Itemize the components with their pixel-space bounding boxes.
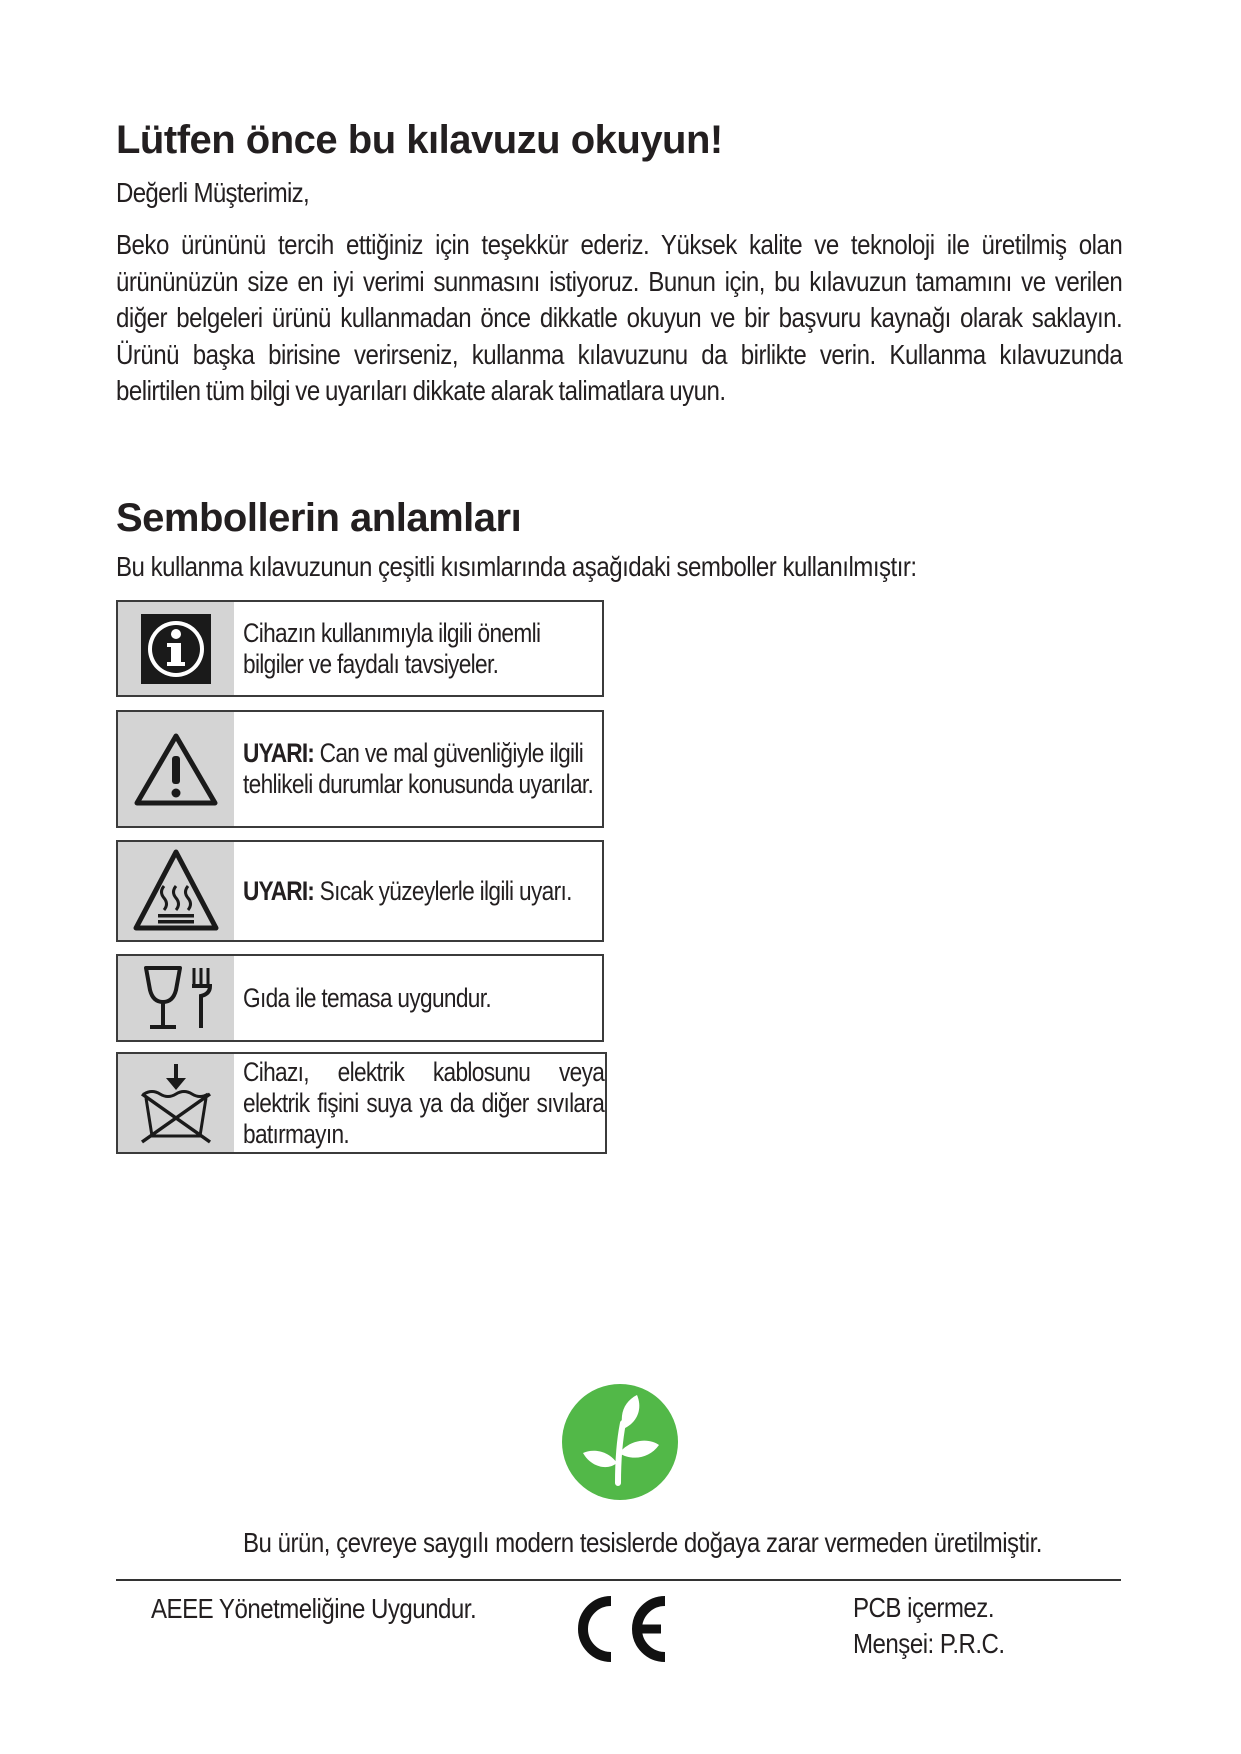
symbol-description [243,876,604,907]
footer-divider [116,1579,1121,1581]
symbol-text: Sıcak yüzeylerle ilgili uyarı. [314,875,572,906]
symbol-description [243,1057,604,1150]
warning-triangle-icon [118,712,234,826]
symbol-description [243,983,604,1014]
symbol-row-warning [116,710,604,828]
symbol-row-food-safe [116,954,604,1042]
info-icon [118,602,234,695]
symbol-text: Can ve mal güvenliğiyle ilgili tehlikeli durumlar konusunda uyarılar. [243,738,594,799]
symbol-text: Cihazı, elektrik kablosunu veya elektrik fişini suya ya da diğer sıvılara batırmayın. [243,1056,605,1149]
symbol-row-hot-surface [116,840,604,942]
origin-statement: Menşei: P.R.C. [853,1628,1005,1659]
symbol-description [243,738,604,800]
food-safe-icon [118,956,234,1040]
hot-surface-icon [118,842,234,940]
salutation: Değerli Müşterimiz, [116,177,309,208]
symbol-bold-label: UYARI: [243,738,315,768]
page-title: Lütfen önce bu kılavuzu okuyun! [116,118,723,162]
aeee-compliance: AEEE Yönetmeliğine Uygundur. [151,1593,477,1624]
symbol-description [243,618,604,680]
ce-mark-icon [567,1591,671,1667]
symbol-row-info [116,600,604,697]
leaf-icon [561,1383,679,1501]
symbol-row-do-not-immerse [116,1052,607,1154]
symbols-heading: Sembollerin anlamları [116,496,522,540]
eco-statement: Bu ürün, çevreye saygılı modern tesislerde doğaya zarar vermeden üretilmiştir. [243,1527,1042,1558]
pcb-origin-block [853,1590,1005,1662]
symbol-text: Gıda ile temasa uygundur. [243,982,491,1013]
pcb-statement: PCB içermez. [853,1592,994,1623]
do-not-immerse-icon [118,1054,234,1152]
symbol-bold-label: UYARI: [243,875,315,906]
intro-paragraph: Beko ürününü tercih ettiğiniz için teşekkür ederiz. Yüksek kalite ve teknoloji ile üretilmiş olan ürününüzün size en iyi verimi sunmasını istiyoruz. Bunun için, bu kılavuzun tamamını ve verilen diğer belgeleri ürünü kullanmadan önce dikkatle okuyun ve bir başvuru kaynağı olarak saklayın. Ürünü başka birisine verirseniz, kullanma kılavuzunu da birlikte verin. Kullanma kılavuzunda belirtilen tüm bilgi ve uyarıları dikkate alarak talimatlara uyun. [116,229,1123,407]
symbols-intro: Bu kullanma kılavuzunun çeşitli kısımlarında aşağıdaki semboller kullanılmıştır: [116,551,917,582]
symbol-text: Cihazın kullanımıyla ilgili önemli bilgiler ve faydalı tavsiyeler. [243,617,541,679]
